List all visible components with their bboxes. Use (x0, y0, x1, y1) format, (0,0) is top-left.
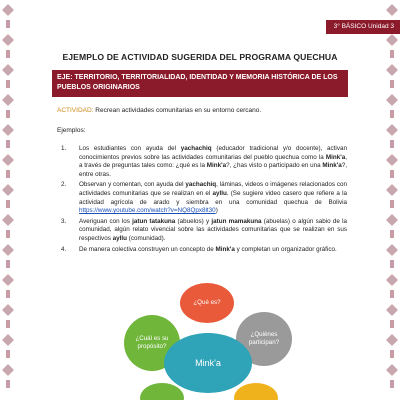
examples-label: Ejemplos: (57, 127, 86, 134)
step-text: (abuelos) y (175, 217, 212, 225)
diagram-node-bottom-right (234, 383, 278, 400)
step-text: ) (215, 207, 218, 215)
steps-list (57, 145, 347, 256)
quechua-term: Mink'a (325, 153, 346, 161)
quechua-term: Mink'a (206, 162, 227, 170)
step-text: ?, entre otras. (79, 162, 348, 178)
quechua-term: jatun mamakuna (211, 217, 262, 225)
decorative-border-right (384, 0, 400, 400)
step-number: 4. (61, 245, 67, 253)
diagram-node-bottom-left (140, 383, 184, 400)
diagram-center-node (164, 333, 252, 393)
step-number: 2. (61, 181, 67, 189)
step-text: Los estudiantes con ayuda del (79, 145, 181, 152)
quechua-term: ayllu (112, 234, 127, 242)
step-text: (educador tradicional y/o docente), activan conocimientos previos sobre las actividades comunitarias del pueblo quechua como la (79, 145, 347, 161)
diagram-node-label: ¿Cuál es su propósito? (135, 335, 169, 350)
quechua-term: ayllu (212, 189, 227, 197)
step-2 (57, 181, 347, 215)
step-number: 1. (61, 145, 67, 152)
step-1 (57, 145, 347, 179)
quechua-term: yachachiq (185, 181, 217, 189)
step-text: ?, ¿has visto o participado en una (226, 162, 323, 170)
quechua-term: yachachiq (180, 145, 212, 152)
step-text: De manera colectiva construyen un concepto de (79, 245, 216, 253)
diagram-center-label: Mink'a (195, 358, 221, 368)
activity-text: Recrean actividades comunitarias en su entorno cercano. (93, 107, 262, 114)
step-4 (57, 246, 347, 255)
diagram-node-label: ¿Qué es? (193, 299, 221, 306)
diagram-node-what (180, 283, 234, 323)
step-text: (comunidad). (126, 234, 166, 242)
video-link[interactable]: https://www.youtube.com/watch?v=NQ8Qpx8lt30 (79, 207, 216, 215)
quechua-term: Mink'a (215, 245, 235, 253)
step-text: Averiguan con los (79, 217, 133, 225)
step-text: (abuelas) o algún sabio de la comunidad, algún relato vivencial sobre las actividades comunitarias que se realizan en sus respectivos (79, 217, 348, 242)
step-text: . (Se sugiere video casero que refiere a la actividad agrícola de arado y siembra en una comunidad quechua de Bolivia (79, 189, 347, 206)
step-text: , a través de preguntas tales como: ¿qué es la (79, 153, 347, 170)
step-3 (57, 218, 347, 244)
diagram-node-label: ¿Quiénes participan? (248, 331, 280, 346)
step-number: 3. (61, 217, 67, 225)
decorative-border-left (0, 0, 16, 400)
step-text: Observan y comentan, con ayuda del (79, 181, 186, 189)
step-text: , láminas, videos o imágenes relacionados con actividades comunitarias que se realizan en el (79, 181, 347, 197)
grade-unit-badge: 3° BÁSICO Unidad 3 (326, 20, 400, 34)
page-title: EJEMPLO DE ACTIVIDAD SUGERIDA DEL PROGRAMA QUECHUA (62, 52, 338, 62)
quechua-term: Mink'a (322, 162, 342, 170)
activity-line (57, 107, 360, 114)
quechua-term: jatun tatakuna (132, 217, 176, 225)
eje-banner: EJE: TERRITORIO, TERRITORIALIDAD, IDENTIDAD Y MEMORIA HISTÓRICA DE LOS PUEBLOS ORIGINARIOS (52, 70, 348, 97)
activity-label: ACTIVIDAD: (57, 107, 94, 114)
step-text: y completan un organizador gráfico. (234, 245, 337, 253)
